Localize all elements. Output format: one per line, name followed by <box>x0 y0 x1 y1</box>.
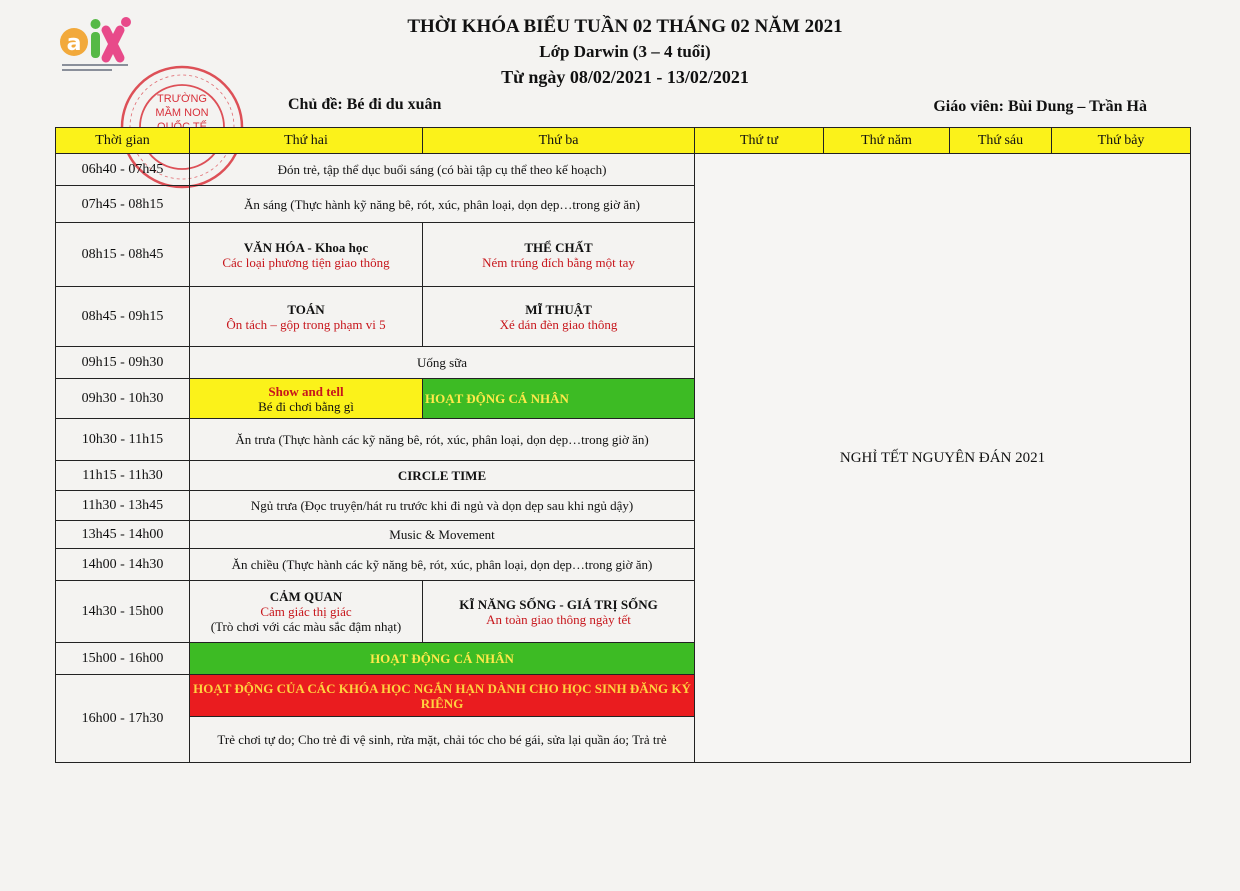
lesson-detail: Các loại phương tiện giao thông <box>222 254 390 270</box>
activity-cell: Ăn chiều (Thực hành các kỹ năng bê, rót, xúc, phân loại, dọn dẹp…trong giờ ăn) <box>190 549 695 581</box>
lesson-detail: Bé đi chơi bằng gì <box>258 398 354 414</box>
monday-cell <box>190 223 423 287</box>
header-time: Thời gian <box>56 128 190 154</box>
time-cell: 09h15 - 09h30 <box>56 347 190 379</box>
stamp-line-2: MẦM NON <box>155 107 209 119</box>
activity-cell: Uống sữa <box>190 347 695 379</box>
stamp-line-1: TRƯỜNG <box>157 93 207 105</box>
time-cell: 10h30 - 11h15 <box>56 419 190 461</box>
holiday-cell: NGHỈ TẾT NGUYÊN ĐÁN 2021 <box>695 154 1191 763</box>
activity-cell: CIRCLE TIME <box>190 461 695 491</box>
header-friday: Thứ sáu <box>950 128 1052 154</box>
activity-cell: HOẠT ĐỘNG CÁ NHÂN <box>190 643 695 675</box>
class-name: Lớp Darwin (3 – 4 tuổi) <box>539 42 711 61</box>
monday-cell <box>190 581 423 643</box>
header-wednesday: Thứ tư <box>695 128 824 154</box>
time-cell: 14h30 - 15h00 <box>56 581 190 643</box>
tuesday-cell: HOẠT ĐỘNG CÁ NHÂN <box>423 379 695 419</box>
date-range: Từ ngày 08/02/2021 - 13/02/2021 <box>501 67 749 87</box>
tuesday-cell <box>423 287 695 347</box>
time-cell: 08h15 - 08h45 <box>56 223 190 287</box>
lesson-detail: An toàn giao thông ngày tết <box>486 611 631 627</box>
time-cell: 11h15 - 11h30 <box>56 461 190 491</box>
activity-cell: HOẠT ĐỘNG CỦA CÁC KHÓA HỌC NGẮN HẠN DÀNH CHO HỌC SINH ĐĂNG KÝ RIÊNG <box>190 675 695 717</box>
subject-name: Show and tell <box>268 383 344 399</box>
header-tuesday: Thứ ba <box>423 128 695 154</box>
subject-name: TOÁN <box>287 301 325 317</box>
subject-name: KĨ NĂNG SỐNG - GIÁ TRỊ SỐNG <box>459 596 658 612</box>
time-cell: 13h45 - 14h00 <box>56 521 190 549</box>
activity-cell: Music & Movement <box>190 521 695 549</box>
timetable <box>55 127 1191 763</box>
lesson-detail: Cảm giác thị giác <box>260 604 352 619</box>
header-saturday: Thứ bảy <box>1052 128 1191 154</box>
timetable-header-row <box>56 128 1191 154</box>
lesson-detail: Ôn tách – gộp trong phạm vi 5 <box>226 316 386 332</box>
subject-name: CẢM QUAN <box>269 589 343 604</box>
tuesday-cell <box>423 581 695 643</box>
time-cell: 09h30 - 10h30 <box>56 379 190 419</box>
lesson-note: (Trò chơi với các màu sắc đậm nhạt) <box>210 619 402 634</box>
time-cell: 08h45 - 09h15 <box>56 287 190 347</box>
monday-cell <box>190 287 423 347</box>
svg-text:a: a <box>66 31 82 56</box>
activity-cell: Trẻ chơi tự do; Cho trẻ đi vệ sinh, rửa mặt, chải tóc cho bé gái, sửa lại quần áo; Trả trẻ <box>190 717 695 763</box>
time-cell: 14h00 - 14h30 <box>56 549 190 581</box>
time-cell: 07h45 - 08h15 <box>56 186 190 223</box>
lesson-detail: Ném trúng đích bằng một tay <box>482 254 635 270</box>
topic-label: Chủ đề: Bé đi du xuân <box>288 96 442 113</box>
monday-cell <box>190 379 423 419</box>
subject-name: THỂ CHẤT <box>524 239 593 255</box>
time-cell: 06h40 - 07h45 <box>56 154 190 186</box>
time-cell: 15h00 - 16h00 <box>56 643 190 675</box>
tuesday-cell <box>423 223 695 287</box>
table-row <box>56 154 1191 186</box>
header-monday: Thứ hai <box>190 128 423 154</box>
activity-cell: Ngủ trưa (Đọc truyện/hát ru trước khi đi ngủ và dọn dẹp sau khi ngủ dậy) <box>190 491 695 521</box>
time-cell: 11h30 - 13h45 <box>56 491 190 521</box>
time-cell: 16h00 - 17h30 <box>56 675 190 763</box>
teacher-label: Giáo viên: Bùi Dung – Trần Hà <box>933 98 1147 115</box>
header-thursday: Thứ năm <box>824 128 950 154</box>
subject-name: MĨ THUẬT <box>525 301 592 317</box>
activity-cell: Ăn trưa (Thực hành các kỹ năng bê, rót, xúc, phân loại, dọn dẹp…trong giờ ăn) <box>190 419 695 461</box>
activity-cell: Ăn sáng (Thực hành kỹ năng bê, rót, xúc, phân loại, dọn dẹp…trong giờ ăn) <box>190 186 695 223</box>
page-title: THỜI KHÓA BIỂU TUẦN 02 THÁNG 02 NĂM 2021 <box>407 16 843 37</box>
subject-name: VĂN HÓA - Khoa học <box>243 239 369 255</box>
lesson-detail: Xé dán đèn giao thông <box>499 316 618 332</box>
activity-cell: Đón trẻ, tập thể dục buổi sáng (có bài tập cụ thể theo kế hoạch) <box>190 154 695 186</box>
